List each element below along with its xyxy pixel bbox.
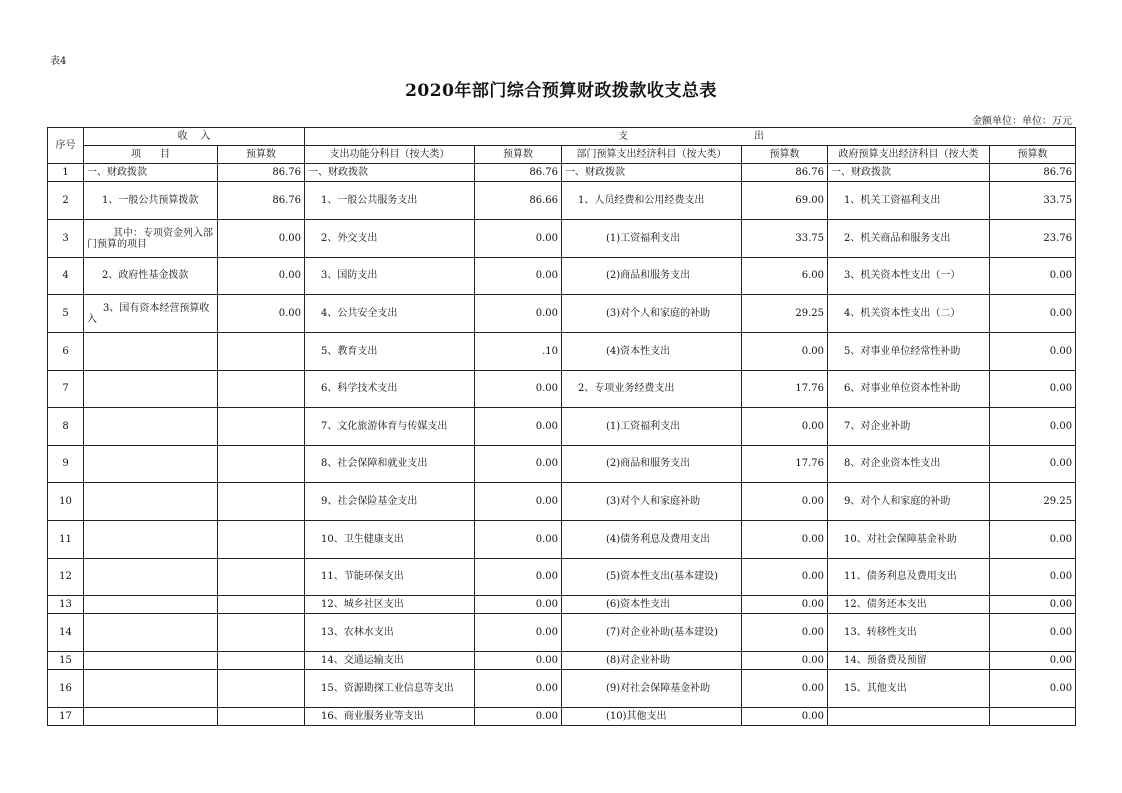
income-amount-cell bbox=[218, 614, 305, 652]
seq-cell: 8 bbox=[48, 408, 84, 446]
table-number: 表4 bbox=[50, 56, 67, 67]
seq-cell: 6 bbox=[48, 333, 84, 371]
table-row bbox=[48, 708, 1076, 726]
dept-item-cell: (4)债务利息及费用支出 bbox=[562, 521, 742, 559]
income-amount-cell bbox=[218, 559, 305, 596]
gov-item-cell: 13、转移性支出 bbox=[828, 614, 990, 652]
func-amount-cell: 0.00 bbox=[475, 652, 562, 670]
dept-item-cell: 一、财政拨款 bbox=[562, 164, 742, 182]
table-row bbox=[48, 220, 1076, 258]
gov-item-cell: 2、机关商品和服务支出 bbox=[828, 220, 990, 258]
item-cell bbox=[84, 652, 218, 670]
seq-cell: 3 bbox=[48, 220, 84, 258]
gov-amount-cell: 0.00 bbox=[990, 652, 1076, 670]
func-item-cell: 3、国防支出 bbox=[305, 258, 475, 295]
budget-header-1: 预算数 bbox=[218, 146, 305, 164]
dept-amount-cell: 0.00 bbox=[742, 333, 828, 371]
dept-item-cell: (10)其他支出 bbox=[562, 708, 742, 726]
seq-cell: 13 bbox=[48, 596, 84, 614]
item-cell: 1、一般公共预算拨款 bbox=[84, 182, 218, 220]
table-row bbox=[48, 164, 1076, 182]
income-amount-cell bbox=[218, 708, 305, 726]
gov-item-cell: 6、对事业单位资本性补助 bbox=[828, 371, 990, 408]
dept-header: 部门预算支出经济科目（按大类） bbox=[562, 146, 742, 164]
income-amount-cell bbox=[218, 521, 305, 559]
gov-amount-cell: 0.00 bbox=[990, 446, 1076, 483]
table-row bbox=[48, 295, 1076, 333]
gov-item-cell bbox=[828, 708, 990, 726]
income-amount-cell: 86.76 bbox=[218, 182, 305, 220]
income-amount-cell bbox=[218, 333, 305, 371]
gov-item-cell: 11、债务利息及费用支出 bbox=[828, 559, 990, 596]
func-item-cell: 15、资源勘探工业信息等支出 bbox=[305, 670, 475, 708]
dept-amount-cell: 33.75 bbox=[742, 220, 828, 258]
func-amount-cell: 0.00 bbox=[475, 258, 562, 295]
dept-amount-cell: 0.00 bbox=[742, 559, 828, 596]
table-row bbox=[48, 559, 1076, 596]
gov-amount-cell: 0.00 bbox=[990, 521, 1076, 559]
func-item-cell: 1、一般公共服务支出 bbox=[305, 182, 475, 220]
income-amount-cell: 0.00 bbox=[218, 258, 305, 295]
dept-item-cell: (3)对个人和家庭补助 bbox=[562, 483, 742, 521]
seq-cell: 2 bbox=[48, 182, 84, 220]
item-cell bbox=[84, 333, 218, 371]
gov-item-cell: 4、机关资本性支出（二） bbox=[828, 295, 990, 333]
item-cell bbox=[84, 708, 218, 726]
func-item-cell: 8、社会保障和就业支出 bbox=[305, 446, 475, 483]
func-item-cell: 4、公共安全支出 bbox=[305, 295, 475, 333]
dept-item-cell: (6)资本性支出 bbox=[562, 596, 742, 614]
gov-amount-cell: 0.00 bbox=[990, 333, 1076, 371]
gov-amount-cell: 0.00 bbox=[990, 614, 1076, 652]
gov-item-cell: 一、财政拨款 bbox=[828, 164, 990, 182]
dept-item-cell: (1)工资福利支出 bbox=[562, 220, 742, 258]
header-row-2 bbox=[48, 146, 1076, 164]
dept-item-cell: (1)工资福利支出 bbox=[562, 408, 742, 446]
func-amount-cell: 0.00 bbox=[475, 708, 562, 726]
seq-cell: 15 bbox=[48, 652, 84, 670]
item-cell: 其中：专项资金列入部门预算的项目 bbox=[84, 220, 218, 258]
item-cell: 一、财政拨款 bbox=[84, 164, 218, 182]
item-cell: 2、政府性基金拨款 bbox=[84, 258, 218, 295]
income-amount-cell bbox=[218, 446, 305, 483]
dept-amount-cell: 0.00 bbox=[742, 614, 828, 652]
dept-amount-cell: 6.00 bbox=[742, 258, 828, 295]
func-amount-cell: 0.00 bbox=[475, 559, 562, 596]
gov-item-cell: 5、对事业单位经常性补助 bbox=[828, 333, 990, 371]
dept-amount-cell: 86.76 bbox=[742, 164, 828, 182]
func-amount-cell: 0.00 bbox=[475, 596, 562, 614]
dept-amount-cell: 17.76 bbox=[742, 371, 828, 408]
dept-amount-cell: 0.00 bbox=[742, 408, 828, 446]
income-amount-cell: 0.00 bbox=[218, 220, 305, 258]
func-header: 支出功能分科目（按大类） bbox=[305, 146, 475, 164]
seq-cell: 16 bbox=[48, 670, 84, 708]
unit-note: 金额单位：单位：万元 bbox=[972, 116, 1072, 127]
gov-item-cell: 15、其他支出 bbox=[828, 670, 990, 708]
header-row-1 bbox=[48, 128, 1076, 146]
func-item-cell: 16、商业服务业等支出 bbox=[305, 708, 475, 726]
dept-item-cell: (8)对企业补助 bbox=[562, 652, 742, 670]
func-item-cell: 10、卫生健康支出 bbox=[305, 521, 475, 559]
dept-amount-cell: 0.00 bbox=[742, 708, 828, 726]
func-amount-cell: 86.76 bbox=[475, 164, 562, 182]
gov-amount-cell: 0.00 bbox=[990, 559, 1076, 596]
seq-cell: 17 bbox=[48, 708, 84, 726]
dept-item-cell: (9)对社会保障基金补助 bbox=[562, 670, 742, 708]
gov-item-cell: 8、对企业资本性支出 bbox=[828, 446, 990, 483]
seq-cell: 1 bbox=[48, 164, 84, 182]
gov-amount-cell: 29.25 bbox=[990, 483, 1076, 521]
table-row bbox=[48, 614, 1076, 652]
table-row bbox=[48, 670, 1076, 708]
gov-amount-cell: 86.76 bbox=[990, 164, 1076, 182]
table-row bbox=[48, 596, 1076, 614]
dept-item-cell: (3)对个人和家庭的补助 bbox=[562, 295, 742, 333]
func-item-cell: 12、城乡社区支出 bbox=[305, 596, 475, 614]
func-item-cell: 9、社会保险基金支出 bbox=[305, 483, 475, 521]
seq-cell: 9 bbox=[48, 446, 84, 483]
func-amount-cell: 0.00 bbox=[475, 614, 562, 652]
income-header: 收 入 bbox=[84, 128, 305, 146]
dept-item-cell: (4)资本性支出 bbox=[562, 333, 742, 371]
dept-item-cell: 2、专项业务经费支出 bbox=[562, 371, 742, 408]
func-item-cell: 5、教育支出 bbox=[305, 333, 475, 371]
income-amount-cell: 86.76 bbox=[218, 164, 305, 182]
income-amount-cell bbox=[218, 670, 305, 708]
dept-item-cell: (5)资本性支出(基本建设) bbox=[562, 559, 742, 596]
dept-amount-cell: 29.25 bbox=[742, 295, 828, 333]
gov-item-cell: 14、预备费及预留 bbox=[828, 652, 990, 670]
dept-amount-cell: 0.00 bbox=[742, 596, 828, 614]
func-amount-cell: 0.00 bbox=[475, 483, 562, 521]
gov-item-cell: 9、对个人和家庭的补助 bbox=[828, 483, 990, 521]
gov-item-cell: 12、债务还本支出 bbox=[828, 596, 990, 614]
gov-item-cell: 10、对社会保障基金补助 bbox=[828, 521, 990, 559]
income-amount-cell bbox=[218, 596, 305, 614]
dept-item-cell: 1、人员经费和公用经费支出 bbox=[562, 182, 742, 220]
item-cell bbox=[84, 596, 218, 614]
table-row bbox=[48, 483, 1076, 521]
gov-amount-cell bbox=[990, 708, 1076, 726]
item-cell bbox=[84, 483, 218, 521]
gov-amount-cell: 0.00 bbox=[990, 670, 1076, 708]
dept-amount-cell: 0.00 bbox=[742, 652, 828, 670]
dept-amount-cell: 17.76 bbox=[742, 446, 828, 483]
func-item-cell: 一、财政拨款 bbox=[305, 164, 475, 182]
item-cell: 3、国有资本经营预算收入 bbox=[84, 295, 218, 333]
budget-header-3: 预算数 bbox=[742, 146, 828, 164]
gov-header: 政府预算支出经济科目（按大类 bbox=[828, 146, 990, 164]
func-amount-cell: 0.00 bbox=[475, 371, 562, 408]
item-cell bbox=[84, 446, 218, 483]
seq-cell: 10 bbox=[48, 483, 84, 521]
table-row bbox=[48, 652, 1076, 670]
item-cell bbox=[84, 521, 218, 559]
func-amount-cell: 86.66 bbox=[475, 182, 562, 220]
gov-amount-cell: 23.76 bbox=[990, 220, 1076, 258]
dept-item-cell: (7)对企业补助(基本建设) bbox=[562, 614, 742, 652]
dept-item-cell: (2)商品和服务支出 bbox=[562, 446, 742, 483]
func-amount-cell: 0.00 bbox=[475, 521, 562, 559]
func-amount-cell: .10 bbox=[475, 333, 562, 371]
item-cell bbox=[84, 408, 218, 446]
item-cell bbox=[84, 559, 218, 596]
func-amount-cell: 0.00 bbox=[475, 446, 562, 483]
budget-table bbox=[47, 127, 1076, 726]
func-amount-cell: 0.00 bbox=[475, 670, 562, 708]
gov-amount-cell: 0.00 bbox=[990, 596, 1076, 614]
income-amount-cell bbox=[218, 483, 305, 521]
func-item-cell: 13、农林水支出 bbox=[305, 614, 475, 652]
func-amount-cell: 0.00 bbox=[475, 408, 562, 446]
table-row bbox=[48, 258, 1076, 295]
item-cell bbox=[84, 670, 218, 708]
func-item-cell: 7、文化旅游体育与传媒支出 bbox=[305, 408, 475, 446]
dept-item-cell: (2)商品和服务支出 bbox=[562, 258, 742, 295]
gov-item-cell: 1、机关工资福利支出 bbox=[828, 182, 990, 220]
gov-amount-cell: 0.00 bbox=[990, 295, 1076, 333]
func-item-cell: 2、外交支出 bbox=[305, 220, 475, 258]
func-amount-cell: 0.00 bbox=[475, 220, 562, 258]
seq-header: 序号 bbox=[48, 128, 84, 164]
seq-cell: 5 bbox=[48, 295, 84, 333]
gov-item-cell: 3、机关资本性支出（一） bbox=[828, 258, 990, 295]
item-cell bbox=[84, 371, 218, 408]
seq-cell: 4 bbox=[48, 258, 84, 295]
gov-amount-cell: 0.00 bbox=[990, 371, 1076, 408]
table-row bbox=[48, 371, 1076, 408]
gov-amount-cell: 33.75 bbox=[990, 182, 1076, 220]
budget-header-2: 预算数 bbox=[475, 146, 562, 164]
table-row bbox=[48, 521, 1076, 559]
income-amount-cell: 0.00 bbox=[218, 295, 305, 333]
dept-amount-cell: 0.00 bbox=[742, 521, 828, 559]
budget-header-4: 预算数 bbox=[990, 146, 1076, 164]
gov-amount-cell: 0.00 bbox=[990, 408, 1076, 446]
dept-amount-cell: 0.00 bbox=[742, 670, 828, 708]
table-row bbox=[48, 446, 1076, 483]
table-row bbox=[48, 408, 1076, 446]
expense-header: 支 出 bbox=[305, 128, 1076, 146]
seq-cell: 7 bbox=[48, 371, 84, 408]
table-row bbox=[48, 333, 1076, 371]
income-amount-cell bbox=[218, 652, 305, 670]
dept-amount-cell: 69.00 bbox=[742, 182, 828, 220]
seq-cell: 12 bbox=[48, 559, 84, 596]
item-header: 项 目 bbox=[84, 146, 218, 164]
income-amount-cell bbox=[218, 371, 305, 408]
page-title: 2020年部门综合预算财政拨款收支总表 bbox=[405, 81, 717, 101]
gov-item-cell: 7、对企业补助 bbox=[828, 408, 990, 446]
func-amount-cell: 0.00 bbox=[475, 295, 562, 333]
gov-amount-cell: 0.00 bbox=[990, 258, 1076, 295]
item-cell bbox=[84, 614, 218, 652]
func-item-cell: 11、节能环保支出 bbox=[305, 559, 475, 596]
seq-cell: 11 bbox=[48, 521, 84, 559]
table-row bbox=[48, 182, 1076, 220]
dept-amount-cell: 0.00 bbox=[742, 483, 828, 521]
income-amount-cell bbox=[218, 408, 305, 446]
func-item-cell: 6、科学技术支出 bbox=[305, 371, 475, 408]
func-item-cell: 14、交通运输支出 bbox=[305, 652, 475, 670]
seq-cell: 14 bbox=[48, 614, 84, 652]
